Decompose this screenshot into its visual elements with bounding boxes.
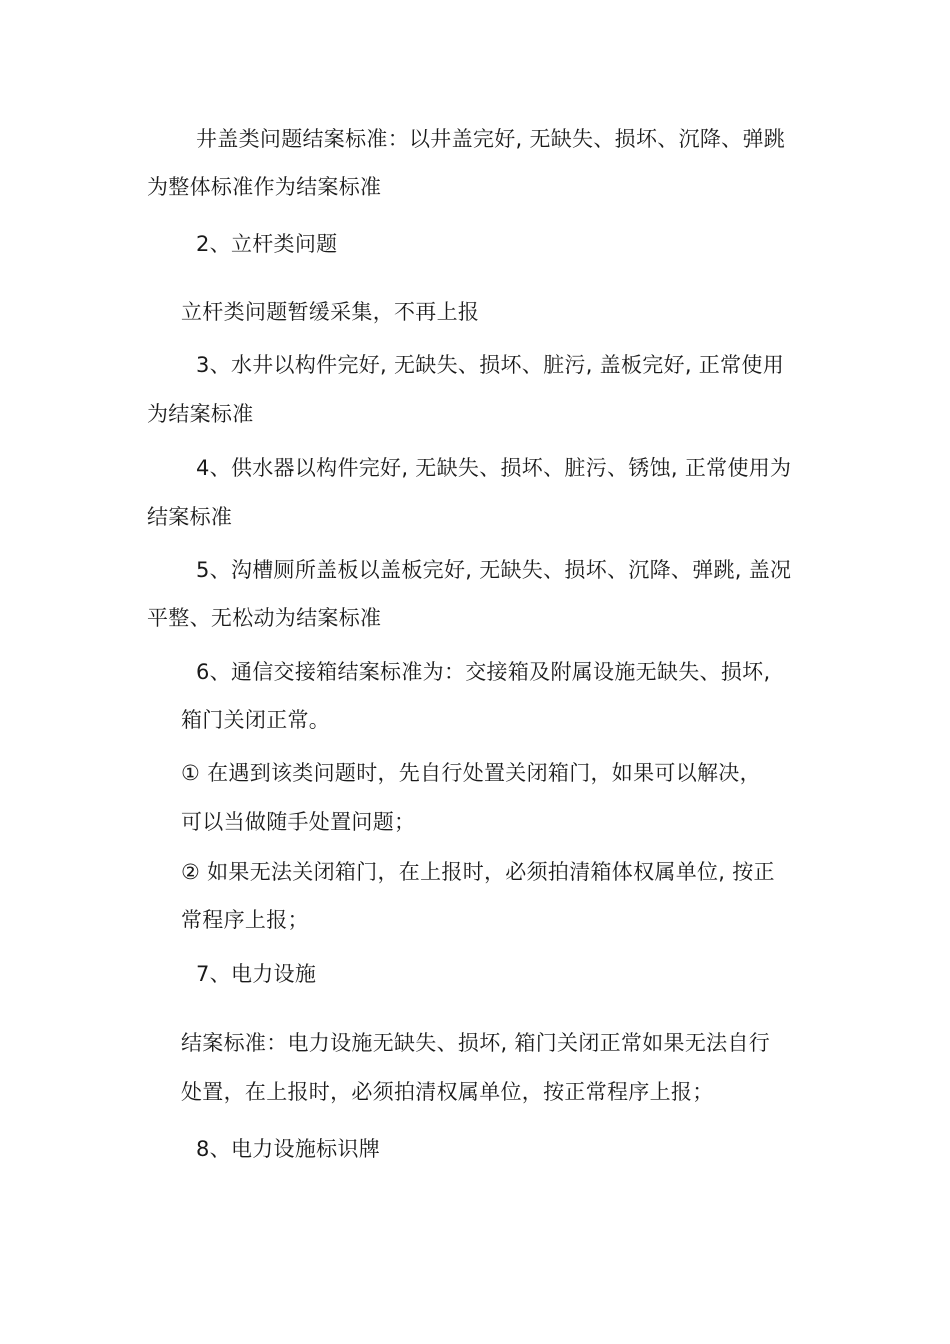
list-item-2-line-2: 常程序上报； <box>181 908 309 932</box>
paragraph-manhole-line-1: 井盖类问题结案标准：以井盖完好, 无缺失、损坏、沉降、弹跳 <box>196 127 786 151</box>
paragraph-water-supply-line-1: 4、供水器以构件完好, 无缺失、损坏、脏污、锈蚀, 正常使用为 <box>196 456 792 480</box>
list-item-1-line-1: ① 在遇到该类问题时，先自行处置关闭箱门，如果可以解决， <box>181 761 761 785</box>
heading-power-signage: 8、电力设施标识牌 <box>196 1137 381 1161</box>
paragraph-manhole-line-2: 为整体标准作为结案标准 <box>147 175 382 199</box>
paragraph-trench-cover-line-2: 平整、无松动为结案标准 <box>147 606 382 630</box>
heading-pole-issues: 2、立杆类问题 <box>196 232 338 256</box>
paragraph-power-line-2: 处置，在上报时，必须拍清权属单位，按正常程序上报； <box>181 1080 714 1104</box>
heading-power-facilities: 7、电力设施 <box>196 962 317 986</box>
paragraph-telecom-box-line-2: 箱门关闭正常。 <box>181 708 331 732</box>
paragraph-water-well-line-2: 为结案标准 <box>147 402 254 426</box>
paragraph-pole-line-1: 立杆类问题暂缓采集，不再上报 <box>181 300 480 324</box>
paragraph-water-supply-line-2: 结案标准 <box>147 505 233 529</box>
list-item-2-line-1: ② 如果无法关闭箱门，在上报时，必须拍清箱体权属单位, 按正 <box>181 860 775 884</box>
paragraph-trench-cover-line-1: 5、沟槽厕所盖板以盖板完好, 无缺失、损坏、沉降、弹跳, 盖况 <box>196 558 792 582</box>
paragraph-power-line-1: 结案标准：电力设施无缺失、损坏, 箱门关闭正常如果无法自行 <box>181 1031 771 1055</box>
paragraph-telecom-box-line-1: 6、通信交接箱结案标准为：交接箱及附属设施无缺失、损坏, <box>196 660 771 684</box>
paragraph-water-well-line-1: 3、水井以构件完好, 无缺失、损坏、脏污, 盖板完好, 正常使用 <box>196 353 785 377</box>
list-item-1-line-2: 可以当做随手处置问题； <box>181 810 416 834</box>
